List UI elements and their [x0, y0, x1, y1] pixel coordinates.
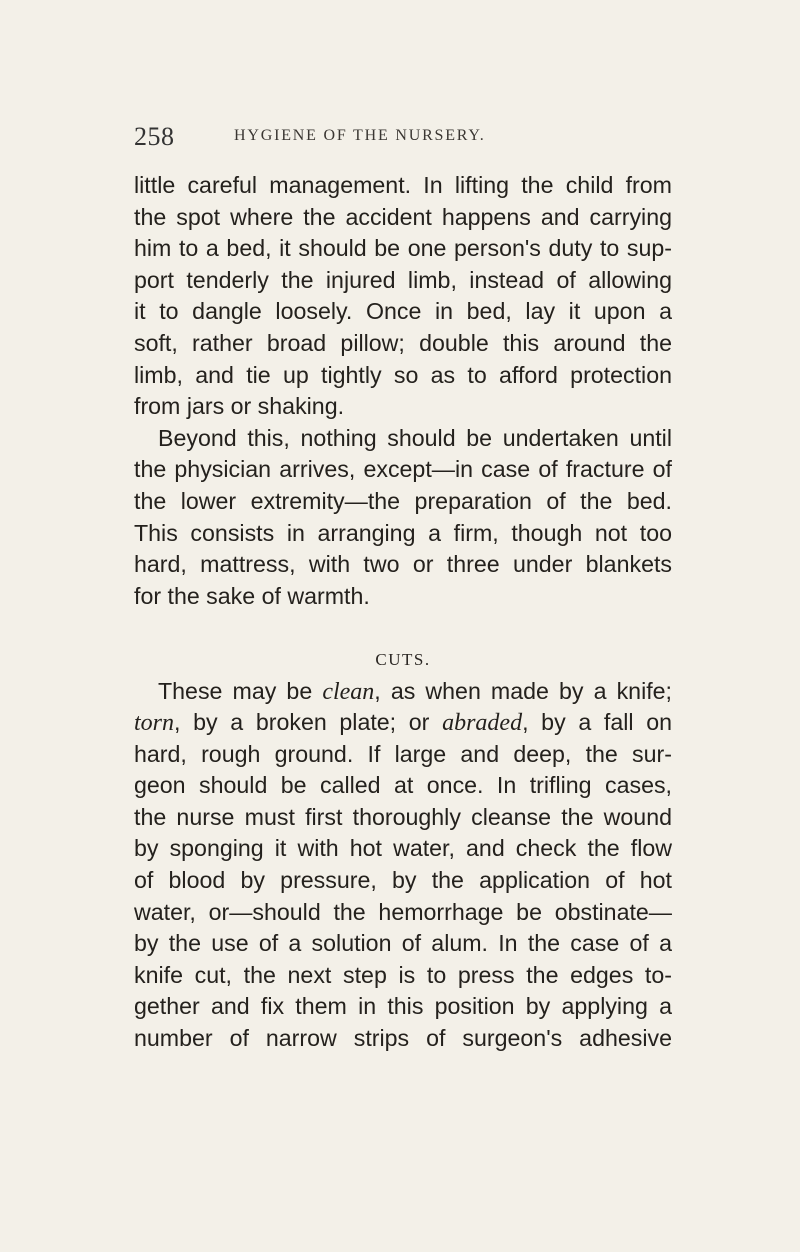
text-line: geon should be called at once. In trifling cases, — [134, 772, 672, 799]
text-line: the spot where the accident happens and carrying — [134, 203, 672, 230]
text-line: little careful management. In lifting the child from — [134, 172, 672, 198]
text-line: from jars or shaking. — [134, 393, 345, 420]
text-line: the physician arrives, except—in case of fracture of — [134, 456, 672, 483]
italic-term-abraded: abraded — [442, 710, 523, 737]
page-number: 258 — [134, 122, 175, 151]
text-line: soft, rather broad pillow; double this around the — [134, 329, 672, 356]
section-heading-cuts: CUTS. — [375, 649, 431, 669]
text-line: of blood by pressure, by the application of hot — [134, 867, 672, 894]
text-line: by the use of a solution of alum. In the case of a — [134, 930, 672, 957]
paragraph-bed-preparation — [134, 423, 672, 613]
text-line: the nurse must first thoroughly cleanse the wound — [134, 803, 672, 830]
text-line: gether and fix them in this position by applying a — [134, 993, 672, 1020]
text-line: him to a bed, it should be one person's duty to sup- — [134, 235, 672, 262]
text-line: hard, rough ground. If large and deep, the sur- — [134, 740, 672, 767]
body-text — [134, 170, 672, 1055]
text-line: the lower extremity—the preparation of the bed. — [134, 487, 672, 514]
text-line: it to dangle loosely. Once in bed, lay it upon a — [134, 298, 672, 325]
text-line: by sponging it with hot water, and check the flow — [134, 835, 672, 862]
text-run: , by a fall on — [522, 709, 672, 736]
text-line: water, or—should the hemorrhage be obstinate— — [134, 898, 672, 925]
text-line: number of narrow strips of surgeon's adhesive — [134, 1025, 672, 1052]
text-run: , as when made by a knife; — [374, 677, 672, 704]
text-line: knife cut, the next step is to press the edges to- — [134, 961, 672, 988]
text-line: limb, and tie up tightly so as to afford protection — [134, 361, 672, 388]
text-line: for the sake of warmth. — [134, 582, 370, 609]
italic-term-clean: clean — [322, 678, 375, 705]
running-head: HYGIENE OF THE NURSERY. — [234, 127, 486, 144]
text-line: port tenderly the injured limb, instead of allowing — [134, 266, 672, 293]
paragraph-cuts — [134, 676, 672, 1055]
text-run: These may be — [158, 677, 323, 704]
text-line — [134, 707, 672, 739]
text-line: hard, mattress, with two or three under blankets — [134, 551, 672, 578]
italic-term-torn: torn — [134, 710, 175, 737]
text-run: , by a broken plate; or — [174, 709, 443, 736]
text-line — [134, 676, 672, 708]
text-line: This consists in arranging a firm, though not too — [134, 519, 672, 546]
paragraph-continuation — [134, 170, 672, 423]
text-line: Beyond this, nothing should be undertaken until — [158, 424, 672, 451]
page-header — [134, 122, 604, 158]
